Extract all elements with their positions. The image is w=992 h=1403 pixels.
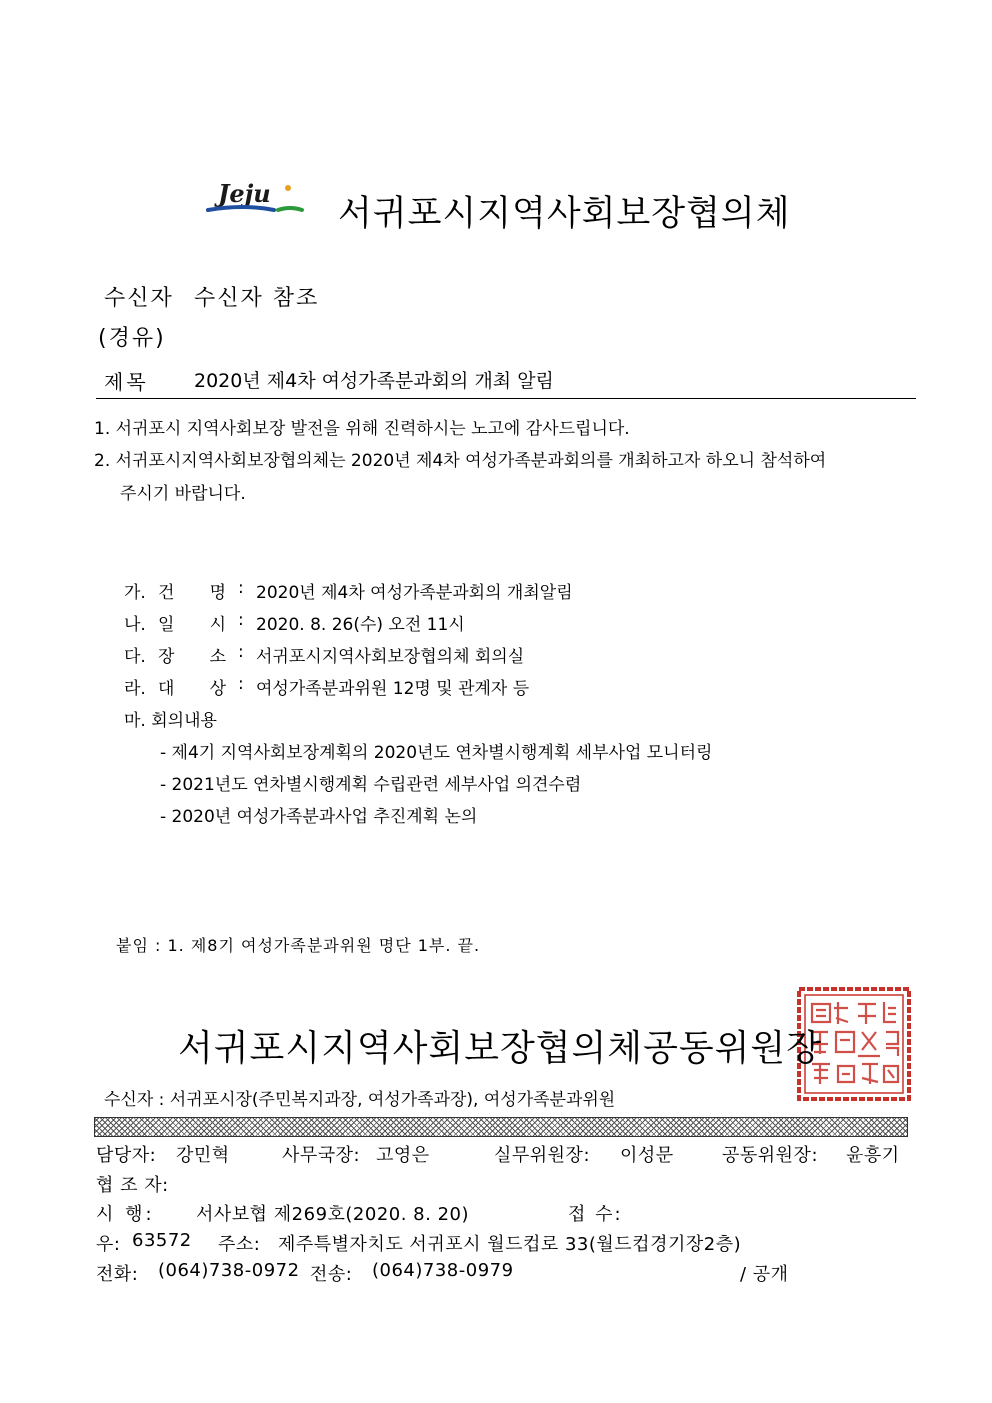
item-colon: : (238, 674, 244, 694)
item-mark: 라. (124, 679, 146, 699)
item-mark: 다. (124, 647, 146, 667)
postal-value: 63572 (132, 1230, 192, 1251)
staff-role: 사무국장: (282, 1145, 361, 1166)
item-mark: 가. (124, 583, 146, 603)
fax-value: (064)738-0979 (372, 1260, 514, 1281)
item-label: 대 상 (158, 679, 230, 699)
item-value: 2020. 8. 26(수) 오전 11시 (256, 615, 465, 635)
org-title: 서귀포시지역사회보장협의체 (338, 194, 791, 234)
address-label: 주소: (218, 1234, 261, 1255)
recipient-label: 수신자 (104, 286, 174, 311)
via-label: (경유) (98, 326, 166, 351)
agenda-item: - 2021년도 연차별시행계획 수립관련 세부사업 의견수렴 (160, 775, 582, 795)
attachment-line: 붙임 : 1. 제8기 여성가족분과위원 명단 1부. 끝. (116, 936, 481, 955)
item-colon: : (238, 610, 244, 630)
staff-role: 실무위원장: (494, 1145, 591, 1166)
enforcement-label: 시 행: (96, 1204, 155, 1225)
item-label: 장 소 (158, 647, 230, 667)
subject-value: 2020년 제4차 여성가족분과회의 개최 알림 (194, 370, 554, 392)
paragraph-2-line-2: 주시기 바랍니다. (120, 484, 246, 504)
item-mark: 나. (124, 615, 146, 635)
item-value: 2020년 제4차 여성가족분과회의 개최알림 (256, 583, 573, 603)
item-label: 일 시 (158, 615, 230, 635)
recipients-line: 수신자 : 서귀포시장(주민복지과장, 여성가족과장), 여성가족분과위원 (104, 1090, 616, 1110)
phone-label: 전화: (96, 1264, 139, 1285)
agenda-heading: 마. 회의내용 (124, 711, 217, 731)
jeju-logo (204, 176, 308, 224)
agenda-item: - 제4기 지역사회보장계획의 2020년도 연차별시행계획 세부사업 모니터링 (160, 743, 713, 763)
paragraph-2-line-1: 2. 서귀포시지역사회보장협의체는 2020년 제4차 여성가족분과회의를 개최하고자 하오니 참석하여 (94, 451, 827, 471)
item-value: 서귀포시지역사회보장협의체 회의실 (256, 647, 525, 667)
staff-name: 윤흥기 (846, 1145, 900, 1166)
item-label: 건 명 (158, 583, 230, 603)
paragraph-1: 1. 서귀포시 지역사회보장 발전을 위해 진력하시는 노고에 감사드립니다. (94, 419, 630, 439)
disclosure-status: / 공개 (740, 1264, 789, 1285)
phone-value: (064)738-0972 (158, 1260, 300, 1281)
address-value: 제주특별자치도 서귀포시 월드컵로 33(월드컵경기장2층) (278, 1234, 742, 1255)
subject-label: 제목 (104, 370, 149, 394)
fax-label: 전송: (310, 1264, 353, 1285)
recipient-value: 수신자 참조 (194, 286, 320, 311)
enforcement-value: 서사보협 제269호(2020. 8. 20) (196, 1204, 470, 1225)
header-divider (96, 398, 916, 399)
seal-text: 서귀포시지역사회보장협의체공동위원장인 (796, 986, 815, 987)
item-colon: : (238, 642, 244, 662)
staff-name: 강민혁 (176, 1145, 230, 1166)
hatched-divider (94, 1117, 908, 1137)
staff-role: 공동위원장: (722, 1145, 819, 1166)
staff-name: 고영은 (376, 1145, 430, 1166)
issuer-signature-title: 서귀포시지역사회보장협의체공동위원장 (178, 1028, 822, 1069)
staff-role: 담당자: (96, 1145, 157, 1166)
logo-text: Jeju (218, 179, 271, 208)
staff-name: 이성문 (620, 1145, 674, 1166)
item-value: 여성가족분과위원 12명 및 관계자 등 (256, 679, 530, 699)
agenda-item: - 2020년 여성가족분과사업 추진계획 논의 (160, 807, 478, 827)
item-colon: : (238, 578, 244, 598)
receipt-label: 접 수: (568, 1204, 623, 1225)
postal-label: 우: (96, 1234, 121, 1255)
cooperator-label: 협 조 자: (96, 1175, 169, 1196)
